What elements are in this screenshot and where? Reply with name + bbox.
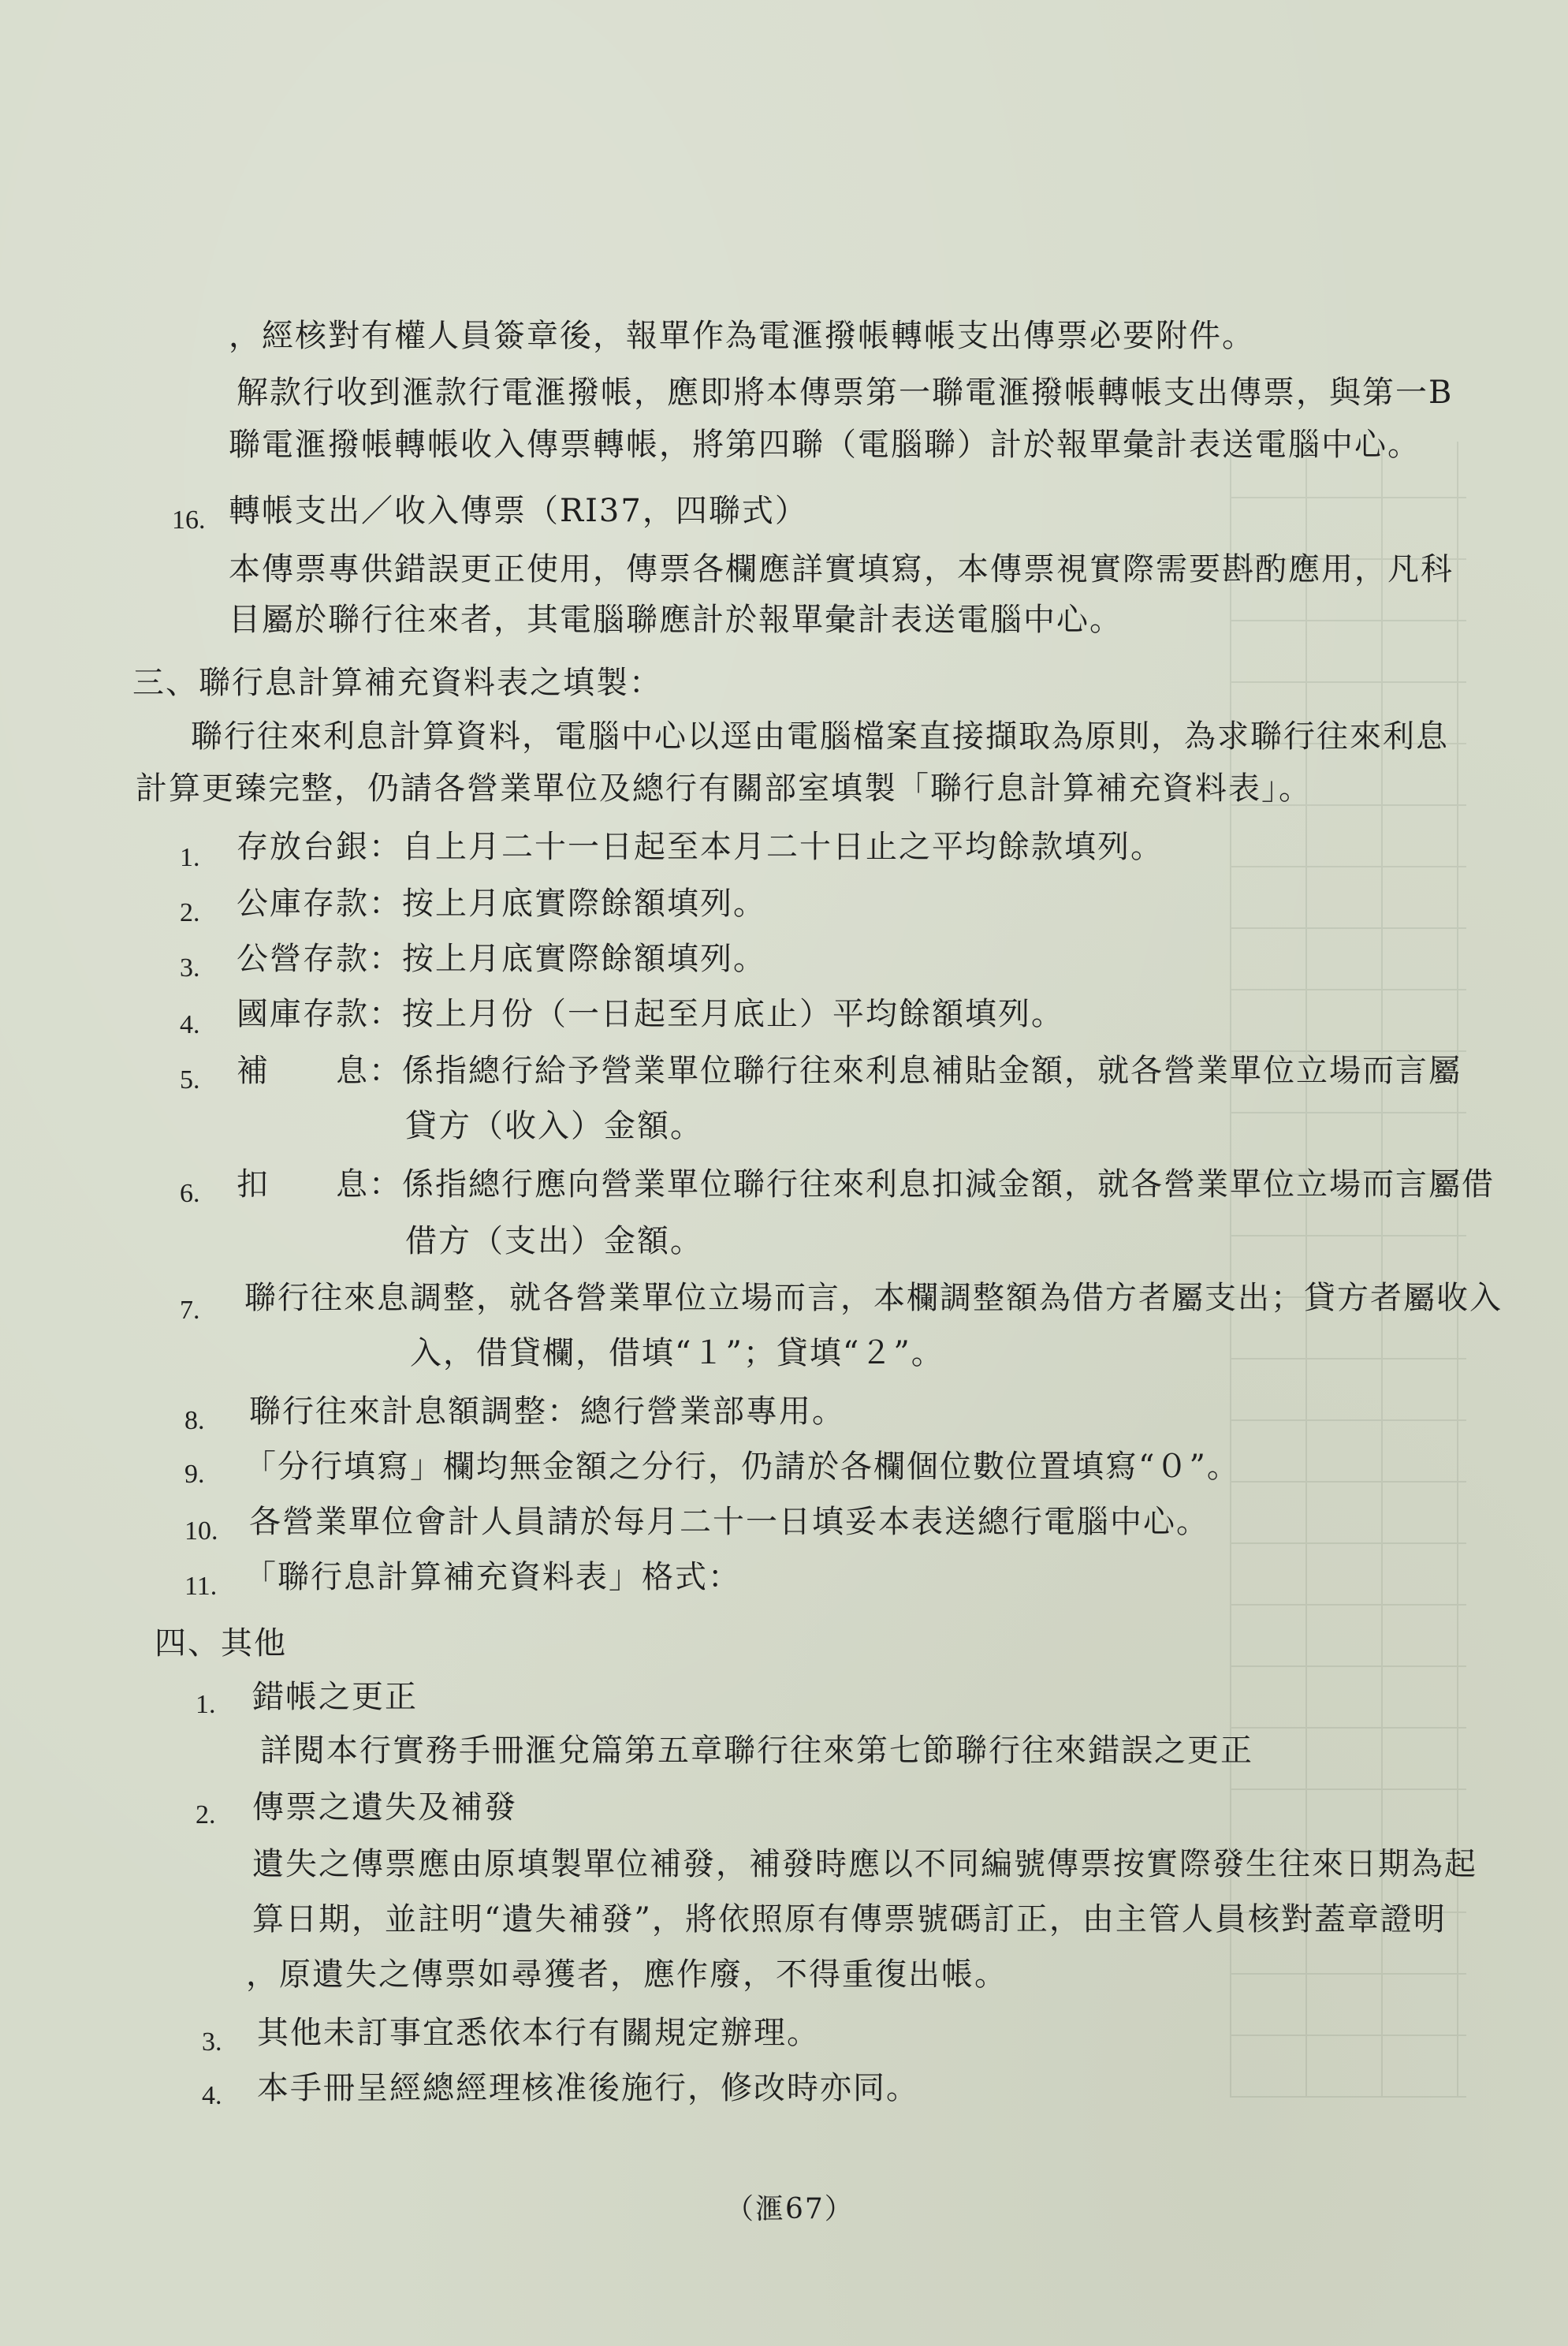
text-line: 存放台銀：自上月二十一日起至本月二十日止之平均餘款填列。 [237, 829, 1164, 865]
item-number: 1. [180, 843, 200, 872]
item-number: 1. [196, 1690, 216, 1719]
text-line: 貸方（收入）金額。 [405, 1108, 703, 1144]
text-line: 其他未訂事宜悉依本行有關規定辦理。 [257, 2015, 820, 2051]
text-line: 算日期，並註明“遺失補發”，將依照原有傳票號碼訂正，由主管人員核對蓋章證明 [252, 1901, 1447, 1938]
item-number: 9. [184, 1460, 205, 1489]
text-line: ，經核對有權人員簽章後，報單作為電滙撥帳轉帳支出傳票必要附件。 [229, 318, 1255, 354]
item-number: 4. [202, 2081, 222, 2110]
item-title: 轉帳支出／收入傳票（RI37，四聯式） [229, 493, 808, 529]
text-line: 本傳票專供錯誤更正使用，傳票各欄應詳實填寫，本傳票視實際需要斟酌應用，凡科 [229, 551, 1454, 587]
text-line: 國庫存款：按上月份（一日起至月底止）平均餘額填列。 [237, 996, 1064, 1032]
item-number: 2. [180, 898, 200, 927]
item-number: 4. [180, 1010, 200, 1039]
text-line: 借方（支出）金額。 [405, 1223, 703, 1259]
text-line: 詳閱本行實務手冊滙兌篇第五章聯行往來第七節聯行往來錯誤之更正 [260, 1732, 1253, 1769]
text-line: 扣 息：係指總行應向營業單位聯行往來利息扣減金額，就各營業單位立場而言屬借 [237, 1166, 1495, 1203]
text-line: 公庫存款：按上月底實際餘額填列。 [237, 886, 766, 922]
text-line: 補 息：係指總行給予營業單位聯行往來利息補貼金額，就各營業單位立場而言屬 [237, 1053, 1462, 1089]
item-number: 8. [184, 1406, 205, 1435]
text-line: 入，借貸欄，借填“１”；貸填“２”。 [410, 1335, 944, 1371]
item-number: 7. [180, 1296, 200, 1325]
text-line: 聯行往來計息額調整：總行營業部專用。 [249, 1393, 845, 1430]
text-line: 遺失之傳票應由原填製單位補發，補發時應以不同編號傳票按實際發生往來日期為起 [252, 1846, 1477, 1882]
text-line: 聯行往來利息計算資料，電腦中心以逕由電腦檔案直接擷取為原則，為求聯行往來利息 [191, 718, 1449, 755]
text-line: 各營業單位會計人員請於每月二十一日填妥本表送總行電腦中心。 [249, 1504, 1209, 1540]
item-number: 10. [184, 1516, 218, 1546]
item-title: 錯帳之更正 [252, 1679, 418, 1715]
text-line: 聯行往來息調整，就各營業單位立場而言，本欄調整額為借方者屬支出；貸方者屬收入 [244, 1280, 1503, 1316]
text-line: 公營存款：按上月底實際餘額填列。 [237, 941, 766, 977]
item-number: 16. [172, 505, 206, 535]
text-line: 目屬於聯行往來者，其電腦聯應計於報單彙計表送電腦中心。 [229, 602, 1123, 638]
item-number: 3. [202, 2027, 222, 2057]
text-line: ，原遺失之傳票如尋獲者，應作廢，不得重復出帳。 [246, 1956, 1007, 1993]
item-number: 11. [184, 1572, 218, 1601]
section-heading: 三、聯行息計算補充資料表之填製： [132, 665, 662, 701]
section-heading: 四、其他 [155, 1625, 287, 1662]
item-number: 6. [180, 1179, 200, 1208]
text-line: 「聯行息計算補充資料表」格式： [244, 1559, 741, 1595]
text-line: 聯電滙撥帳轉帳收入傳票轉帳，將第四聯（電腦聯）計於報單彙計表送電腦中心。 [229, 427, 1421, 463]
item-number: 3. [180, 953, 200, 983]
item-title: 傳票之遺失及補發 [252, 1789, 517, 1826]
item-number: 5. [180, 1065, 200, 1095]
text-line: 計算更臻完整，仍請各營業單位及總行有關部室填製「聯行息計算補充資料表」。 [136, 770, 1312, 807]
text-line: 解款行收到滙款行電滙撥帳，應即將本傳票第一聯電滙撥帳轉帳支出傳票，與第一B [237, 375, 1454, 411]
text-line: 「分行填寫」欄均無金額之分行，仍請於各欄個位數位置填寫“０”。 [244, 1449, 1240, 1485]
page-number: （滙67） [725, 2193, 855, 2225]
item-number: 2. [196, 1800, 216, 1829]
text-line: 本手冊呈經總經理核准後施行，修改時亦同。 [257, 2070, 919, 2106]
